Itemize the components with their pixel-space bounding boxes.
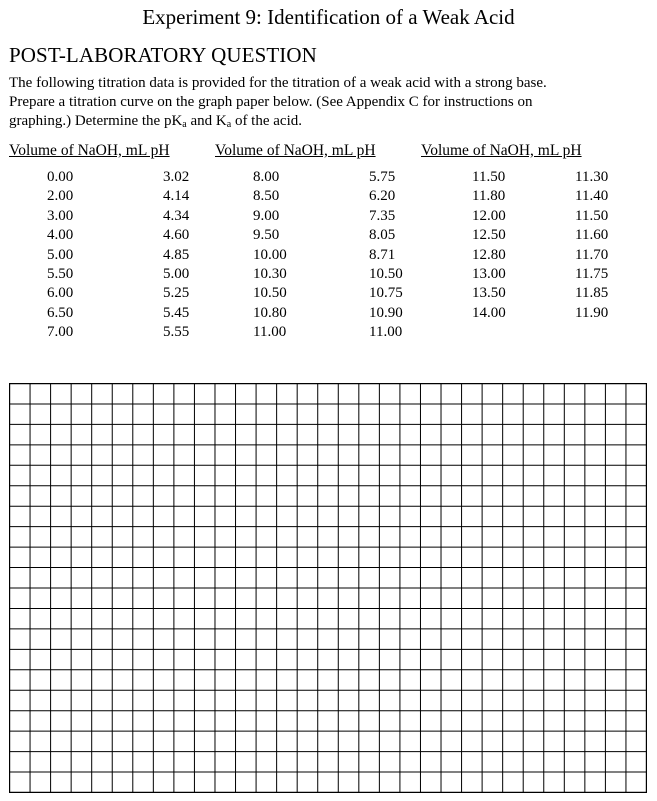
column-header-3: Volume of NaOH, mL pH — [421, 142, 582, 159]
ph-cell: 5.45 — [163, 304, 190, 321]
volume-cell: 11.80 — [472, 188, 506, 205]
table-row — [0, 323, 430, 342]
volume-cell: 13.50 — [472, 285, 506, 302]
graph-paper — [9, 383, 647, 793]
table-row — [0, 304, 640, 323]
volume-cell: 12.80 — [472, 246, 506, 263]
volume-cell: 0.00 — [47, 169, 74, 185]
instructions-text: graphing.) Determine the pK — [9, 113, 183, 129]
graph-paper-grid — [9, 383, 647, 793]
instructions-paragraph — [9, 74, 649, 131]
ph-cell: 11.85 — [575, 285, 609, 302]
instructions-text: and K — [186, 113, 227, 129]
subscript-a: a — [182, 119, 187, 130]
table-row — [0, 187, 640, 206]
volume-cell: 9.50 — [253, 227, 280, 244]
ph-cell: 5.00 — [163, 265, 190, 282]
table-row — [0, 207, 640, 226]
volume-cell: 10.50 — [253, 285, 287, 302]
ph-cell: 10.75 — [369, 285, 403, 302]
section-title: POST-LABORATORY QUESTION — [9, 43, 317, 67]
volume-cell: 2.00 — [47, 188, 74, 205]
table-row — [0, 265, 640, 284]
volume-cell: 14.00 — [472, 304, 506, 321]
ph-cell: 5.75 — [369, 169, 396, 185]
volume-cell: 5.00 — [47, 246, 74, 263]
volume-cell: 11.00 — [253, 324, 287, 341]
ph-cell: 11.75 — [575, 265, 609, 282]
volume-cell: 3.00 — [47, 207, 74, 224]
ph-cell: 4.14 — [163, 188, 190, 205]
ph-cell: 11.00 — [369, 324, 403, 341]
ph-cell: 4.85 — [163, 246, 190, 263]
volume-cell: 7.00 — [47, 324, 74, 341]
data-group-3 — [0, 168, 640, 323]
instructions-text: of the acid. — [231, 113, 302, 129]
volume-cell: 6.00 — [47, 285, 74, 302]
ph-cell: 3.02 — [163, 169, 190, 185]
volume-cell: 8.00 — [253, 169, 280, 185]
ph-cell: 8.05 — [369, 227, 396, 244]
volume-cell: 10.00 — [253, 246, 287, 263]
instructions-line-1: The following titration data is provided for the titration of a weak acid with a strong base. — [9, 75, 547, 91]
ph-cell: 11.30 — [575, 169, 609, 185]
ph-cell: 11.40 — [575, 188, 609, 205]
ph-cell: 5.55 — [163, 324, 190, 341]
table-row — [0, 226, 640, 245]
volume-cell: 9.00 — [253, 207, 280, 224]
ph-cell: 7.35 — [369, 207, 396, 224]
ph-cell: 11.50 — [575, 207, 609, 224]
ph-cell: 11.90 — [575, 304, 609, 321]
volume-cell: 12.00 — [472, 207, 506, 224]
column-header-1: Volume of NaOH, mL pH — [9, 142, 170, 159]
table-row — [0, 246, 640, 265]
ph-cell: 5.25 — [163, 285, 190, 302]
table-row — [0, 284, 640, 303]
volume-cell: 13.00 — [472, 265, 506, 282]
instructions-line-3 — [9, 112, 649, 131]
volume-cell: 12.50 — [472, 227, 506, 244]
volume-cell: 4.00 — [47, 227, 74, 244]
ph-cell: 4.34 — [163, 207, 190, 224]
page-title: Experiment 9: Identification of a Weak Acid — [142, 5, 515, 29]
ph-cell: 8.71 — [369, 246, 396, 263]
ph-cell: 10.50 — [369, 265, 403, 282]
table-row — [0, 168, 640, 187]
subscript-a: a — [226, 119, 232, 130]
column-header-2: Volume of NaOH, mL pH — [215, 142, 376, 159]
volume-cell: 8.50 — [253, 188, 280, 205]
instructions-line-2: Prepare a titration curve on the graph paper below. (See Appendix C for instructions on — [9, 94, 533, 110]
volume-cell: 10.30 — [253, 265, 287, 282]
ph-cell: 6.20 — [369, 188, 396, 205]
ph-cell: 11.70 — [575, 246, 609, 263]
volume-cell: 10.80 — [253, 304, 287, 321]
volume-cell: 6.50 — [47, 304, 74, 321]
volume-cell: 11.50 — [472, 169, 506, 185]
ph-cell: 4.60 — [163, 227, 190, 244]
volume-cell: 5.50 — [47, 265, 74, 282]
ph-cell: 11.60 — [575, 227, 609, 244]
ph-cell: 10.90 — [369, 304, 403, 321]
